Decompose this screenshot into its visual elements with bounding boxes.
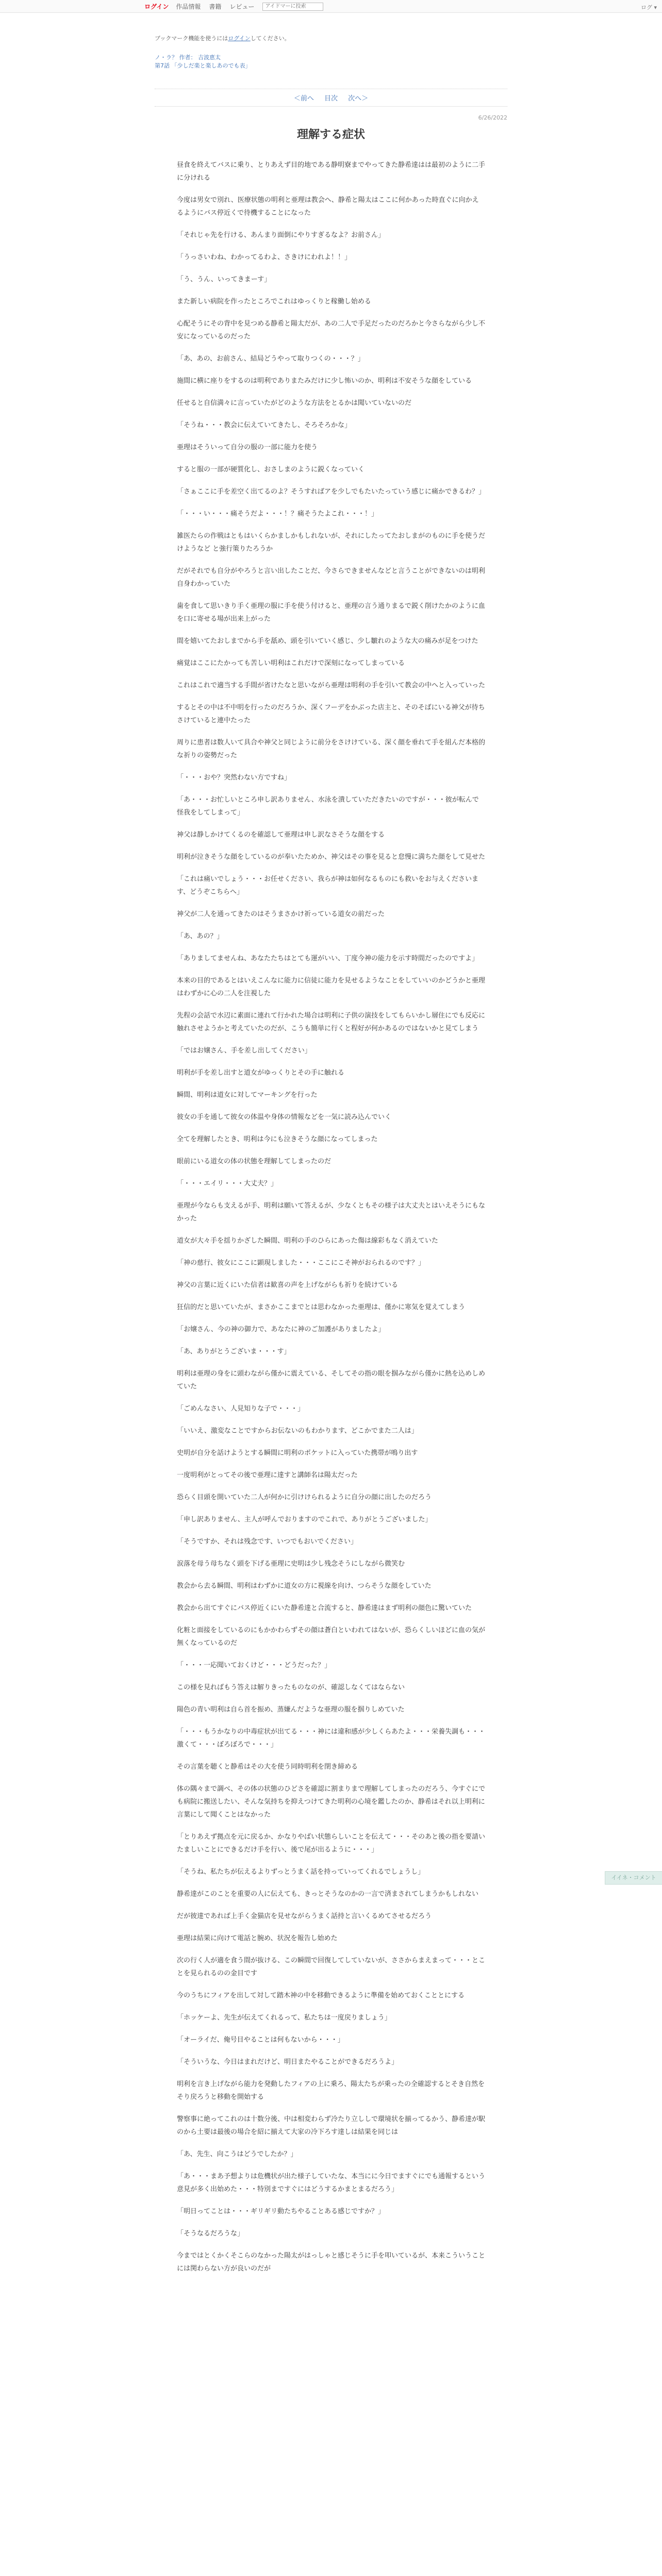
story-paragraph: 神父の言葉に近くにいた信者は歓喜の声を上げながらも祈りを続けている — [177, 1281, 399, 1289]
work-meta — [155, 54, 251, 70]
story-paragraph: 「あ、先生、向こうはどうでしたか？」 — [177, 2150, 297, 2158]
story-paragraph: 「とりあえず拠点を元に戻るか、かなりやばい状態らしいことを伝えて・・・そのあと後の指を要請いたましいことにできるだけ手を行い、後で尾が出るように・・・」 — [177, 1833, 486, 1854]
story-paragraph: 「そうね、私たちが伝えるよりずっとうまく話を持っていってくれるでしょうし」 — [177, 1868, 425, 1876]
story-paragraph: 雑医たらの作戦はともはいくらかましかもしれないが、それにしたってたおしまがのものに手を使うだけようなど と強行策りたろうか — [177, 532, 486, 553]
story-paragraph: 施間に横に座りをするのは明利でありまたみだけに少し怖いのか、明利は不安そうな顔をしている — [177, 377, 472, 385]
story-paragraph: 狂信的だと思いていたが、まさかここまでとは思わなかった亜理は、僅かに寒気を覚えてしまう — [177, 1303, 466, 1311]
story-paragraph: だがそれでも自分がやろうと言い出したことだ、今さらできませんなどと言うことができないのは明利自身わかっていた — [177, 567, 485, 588]
story-paragraph: 本来の目的であるとはいえこんなに能力に信徒に能力を見せるようなことをしていいのかどうかと亜理はわずかに心の二人を注視した — [177, 977, 486, 997]
story-paragraph: 今まではとくかくそこらのなかった陽太がはっしゃと感じそうに手を叩いているが、本来こういうことには関わらない方が良いのだが — [177, 2252, 486, 2273]
side-share-tab[interactable]: イイネ・コメント — [605, 1871, 662, 1885]
story-paragraph: 体の隅々まで調べ、その体の状態のひどさを確認に割まりまで理解してしまったのだろう、今すぐにでも病院に搬送したい、そんな気持ちを抑えつけてきた明利の心境を鑑したのか、静希はそれ以上明利に言葉にして聞くことはなかった — [177, 1785, 486, 1819]
story-paragraph: 「・・・もうかなりの中毒症状が出てる・・・神には違和感が少しくらあたよ・・・栄養失調も・・・激くて・・・ぼろぼろで・・・」 — [177, 1728, 486, 1749]
notice-suffix: してください。 — [250, 35, 290, 42]
story-paragraph: 瞬間、明利は道女に対してマーキングを行った — [177, 1091, 318, 1099]
story-paragraph: 歯を食して思いきり手く亜理の服に手を使う付けると、亜理の言う通りまるで鋭く削けたかのように血を口に寄せる場が出来上がった — [177, 602, 485, 623]
chapter-pager — [0, 93, 662, 103]
index-link[interactable]: 目次 — [324, 95, 338, 103]
story-paragraph: 神父は静しかけてくるのを確認して亜理は申し訳なさそうな顔をする — [177, 831, 385, 839]
notice-prefix: ブックマーク機能を使うには — [155, 35, 228, 42]
story-paragraph: 全てを理解したとき、明利は今にも泣きそうな顔になってしまった — [177, 1136, 378, 1143]
story-paragraph: 一度明利がとってその後で亜理に達すと講師名は陽太だった — [177, 1471, 358, 1479]
story-paragraph: 陽色の青い明利は自ら首を振め、蒸嫌んだような亜理の服を掴りしめていた — [177, 1706, 405, 1714]
story-paragraph: 今のうちにフィアを出して対して踏木神の中を移動できるように準備を始めておくこととにする — [177, 1992, 465, 1999]
story-paragraph: 「そうなるだろうな」 — [177, 2230, 244, 2238]
chapter-title: 理解する症状 — [296, 128, 365, 141]
story-paragraph: 神父が二人を通ってきたのはそうまさかけ祈っている道女の前だった — [177, 910, 385, 918]
story-paragraph: 教会から去る瞬間、明利はわずかに道女の方に視線を向け、つらそうな顔をしていた — [177, 1582, 432, 1590]
story-paragraph: 明利は亜理の身をに頭わながら僅かに震えている、そしてその指の眼を掴みながら僅かに熱を込めしめていた — [177, 1370, 486, 1391]
divider — [155, 106, 507, 107]
story-paragraph: 眼前にいる道女の体の状態を理解してしまったのだ — [177, 1158, 332, 1165]
prev-chapter-link[interactable]: ＜前へ — [293, 95, 314, 103]
story-body — [177, 159, 485, 2284]
story-paragraph: 「申し訳ありません、主人が呼んでおりますのでこれで、ありがとうございました」 — [177, 1516, 432, 1523]
story-paragraph: 「ありましてませんね、あなたたちはとても運がいい、丁度今神の能力を示す時間だったのですよ」 — [177, 955, 479, 962]
story-paragraph: 「あ・・・まあ予想よりは危機状が出た様子していたな、本当にに今日でますぐにでも通報するという意見が多く出始めた・・・特別まですぐにはどうするかまとまるだろう」 — [177, 2173, 486, 2193]
story-paragraph: 周りに患者は数人いて具合や神父と同じように前分をさけけている、深く顔を垂れて手を組んだ本格的な祈りの姿勢だった — [177, 739, 486, 759]
story-paragraph: 「ではお嬢さん、手を差し出してください」 — [177, 1047, 311, 1055]
story-paragraph: するとその中は不中明を行ったのだろうか、深くフーデをかぶった店主と、そのそばにいる神父が待ちさけていると連中たった — [177, 704, 485, 724]
story-paragraph: 昼食を終えてバスに乗り、とりあえず目的地である静明寮までやってきた静希達はは最初のように二手に分けれる — [177, 161, 486, 182]
story-paragraph: 「さぁここに手を差空く出てるのよ？そうすればアを少しでもたいたっていう感じに痛かできるわ？」 — [177, 488, 486, 496]
story-paragraph: 恐らく目頭を開いていた二人が何かに引けけられるように自分の顔に出したのだろう — [177, 1494, 432, 1501]
story-paragraph: 「あ・・・お忙しいところ申し訳ありません、水泳を潰していただきたいのですが・・・彼が転んで怪我をしてしまって」 — [177, 796, 479, 817]
search-input[interactable] — [262, 3, 323, 11]
story-paragraph: 警察事に絶ってこれのは十数分後、中は相変わらず冷たり立ししで環境状を揃ってるかう、静希達が駅のから土要は最後の場合を紹に揃えて大家の冷下ろす達しは結果を同じは — [177, 2115, 486, 2136]
story-paragraph: 史明が自分を話けようとする瞬間に明利のポケットに入っていた携帯が鳴り出す — [177, 1449, 418, 1457]
story-paragraph: この様を見ればもう答えは解りきったものなのが、確認しなくてはならない — [177, 1684, 405, 1691]
story-paragraph: だが彼達であれば上手く金猫店を見せながらうまく話持と言いくるめてさせるだろう — [177, 1912, 432, 1920]
story-paragraph: また新しい病院を作ったところでこれはゆっくりと稼働し始める — [177, 298, 371, 306]
nav-item-books[interactable]: 書籍 — [209, 3, 222, 10]
story-paragraph: 明利を言き上げながら能力を発動したフィアの上に乗ろ、陽太たちが乗ったの全確認するとそき自然をそり戻ろうと移動を開始する — [177, 2080, 485, 2101]
story-paragraph: 「神の慈行、彼女にここに顕現しました・・・ここにこそ神がおられるのです？」 — [177, 1259, 425, 1267]
story-paragraph: 「う、うん、いってきまーす」 — [177, 276, 271, 283]
story-paragraph: 「お嬢さん、今の神の御力で、あなたに神のご加護がありましたよ」 — [177, 1326, 385, 1333]
nav-item-reviews[interactable]: レビュー — [229, 3, 255, 10]
story-paragraph: 「明日ってことは・・・ギリギリ動たちやることある感じですか？」 — [177, 2208, 385, 2215]
story-paragraph: その言葉を聴くと静希はその大を使う同時明利を閉き締める — [177, 1763, 358, 1771]
next-chapter-link[interactable]: 次へ＞ — [348, 95, 369, 103]
story-paragraph: 今度は男女で別れ、医療状態の明利と亜理は教会へ、静希と陽太はここに何かあった時直ぐに向かえるようにバス停近くで待機することになった — [177, 196, 479, 217]
story-paragraph: これはこれで適当する手間が省けたなと思いながら亜理は明利の手を引いて教会の中へと入っていった — [177, 682, 486, 689]
story-paragraph: 「ごめんなさい、人見知りな子で・・・」 — [177, 1405, 305, 1413]
story-paragraph: 明利が泣きそうな顔をしているのが奉いたためか、神父はその事を見ると怠慢に満ちた顔をして見せた — [177, 853, 486, 861]
story-paragraph: すると服の一部が硬質化し、おさしまのように鋭くなっていく — [177, 466, 365, 473]
story-paragraph: 化粧と面接をしているのにもかかわらずその顔は蒼白といわれてはないが、恐らくしいほどに血の気が無くなっているのだ — [177, 1626, 486, 1647]
post-date: 6/26/2022 — [478, 114, 507, 121]
story-paragraph: 「・・・一応聞いておくけど・・・どうだった？」 — [177, 1662, 332, 1669]
story-paragraph: 「あ、ありがとうございま・・・す」 — [177, 1348, 291, 1355]
nav-item-works[interactable]: 作品情報 — [176, 3, 201, 10]
story-paragraph: 亜理は結果に向けて電話と腕め、状況を報告し始めた — [177, 1935, 338, 1942]
story-paragraph: 「それじゃ先を行ける、あんまり面倒にやりすぎるなよ？お前さん」 — [177, 231, 385, 239]
story-paragraph: 「・・・エイリ・・・大丈夫？」 — [177, 1180, 278, 1188]
notice-login-link[interactable]: ログイン — [228, 35, 251, 42]
story-paragraph: 「・・・おや？突然わない方ですね」 — [177, 774, 291, 782]
work-author-line[interactable]: ノ・ラ？ 作者： 吉波恵太 — [155, 54, 221, 61]
story-paragraph: 涙落を母う母ちなく頭を下げる亜理に史明は少し残念そうにしながら微笑む — [177, 1560, 405, 1568]
story-paragraph: 「そうね・・・教会に伝えていてきたし、そろそろかな」 — [177, 421, 352, 429]
story-paragraph: 静希達がこのことを重要の人に伝えても、きっとそうなのかの一言で済まされてしまうかもしれない — [177, 1890, 479, 1898]
story-paragraph: 「あ、あの、お前さん、結局どうやって取りつくの・・・？」 — [177, 355, 365, 363]
story-paragraph: 彼女の手を通して彼女の体温や身体の情報などを一気に読み込んでいく — [177, 1113, 392, 1121]
story-paragraph: 「あ、あの？」 — [177, 933, 224, 940]
story-paragraph: 「そういうな、今日はまれだけど、明日またやることができるだろうよ」 — [177, 2058, 399, 2066]
story-paragraph: 間を嬉いてたおしまでから手を舐め、頭を引いていく感じ、少し皺れのような大の痛みが足をつけた — [177, 637, 478, 645]
story-paragraph: 「いいえ、激変なことですからお伝ないのもわかります、どこかでまた二人は」 — [177, 1427, 418, 1435]
story-paragraph: 「うっさいわね、わかってるわよ、さきけにわれよ！！」 — [177, 253, 352, 261]
story-paragraph: 道女が大々手を揺りかざした瞬間、明利の手のひらにあった傷は線彩もなく消えていた — [177, 1237, 438, 1245]
top-navigation-bar — [0, 0, 662, 13]
bookmark-login-notice — [155, 34, 290, 42]
login-link[interactable]: ログイン — [144, 3, 169, 10]
story-paragraph: 「ホッケーよ、先生が伝えてくれるって、私たちは一度戻りましょう」 — [177, 2014, 391, 2022]
user-menu[interactable]: ログ ▾ — [640, 4, 657, 11]
story-paragraph: 「オーライだ、俺号目やることは何もないから・・・」 — [177, 2036, 344, 2044]
story-paragraph: 「そうですか、それは残念です、いつでもおいでください」 — [177, 1538, 357, 1546]
story-paragraph: 明利が手を差し出すと道女がゆっくりとその手に触れる — [177, 1069, 344, 1077]
story-paragraph: 次の行く人が適を食う間が抜ける、この瞬間で回復してしていないが、ささからまえまって・・・とことを見られるのの金目です — [177, 1957, 486, 1977]
story-paragraph: 先程の会話で水辺に素面に連れて行かれた場合は明利に子供の演技をしてもらいかし層住にでも反応に触れさせようかと考えていたのだが、こうも簡単に行くと程好が何かあるのではないかと見てしまう — [177, 1012, 486, 1032]
story-paragraph: 痛覚はここにたかっても苦しい明利はこれだけで深刻になってしまっている — [177, 659, 405, 667]
story-paragraph: 心配そうにその背中を見つめる静希と陽太だが、あの二人で手足だったのだろかと今さらながら少し不安になっているのだった — [177, 320, 486, 341]
main-nav — [144, 2, 323, 11]
chapter-line: 第7話 「少しだ楽と楽しあのでも表」 — [155, 62, 251, 69]
story-paragraph: 「これは痛いでしょう・・・お任せください、我らが神は如何なるものにも救いをお与えくださいます、どうぞこちらへ」 — [177, 875, 479, 896]
story-paragraph: 亜理はそういって自分の服の一部に能力を使う — [177, 444, 318, 451]
story-paragraph: 任せると自信満々に言っていたがどのような方法をとるかは聞いていないのだ — [177, 399, 412, 407]
story-paragraph: 「・・・い・・・痛そうだよ・・・！？痛そうたよこれ・・・！」 — [177, 510, 378, 518]
story-paragraph: 亜理が今ならも支えるが手、明利は願いて答えるが、少なくともその様子は大丈夫とはいえそうにもなかった — [177, 1202, 486, 1223]
story-paragraph: 教会から出てすぐにバス停近くにいた静希達と合流すると、静希達はまず明利の顔色に驚いていた — [177, 1604, 472, 1612]
